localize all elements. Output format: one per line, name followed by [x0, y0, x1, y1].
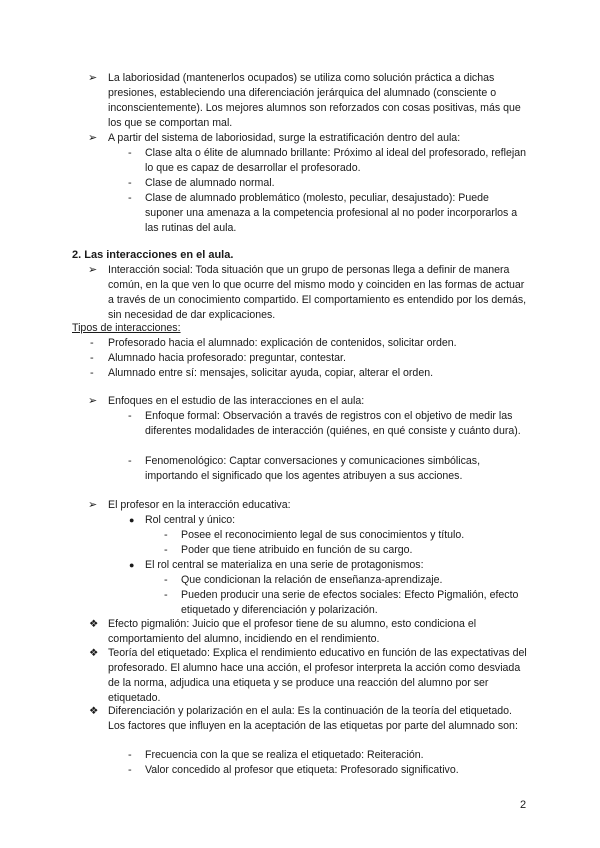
dash-bullet-icon: -	[128, 147, 132, 159]
section-heading: 2. Las interacciones en el aula.	[72, 249, 234, 261]
paragraph-enfoques: Enfoques en el estudio de las interacciones en el aula:	[108, 395, 365, 407]
types-title: Tipos de interacciones:	[72, 322, 181, 334]
paragraph-profesor: El profesor en la interacción educativa:	[108, 499, 291, 511]
dash-bullet-icon: -	[90, 367, 94, 379]
dash-bullet-icon: -	[164, 544, 168, 556]
diamond-bullet-icon: ❖	[89, 705, 99, 717]
list-item: Posee el reconocimiento legal de sus conocimientos y título.	[181, 529, 465, 541]
list-item: Alumnado entre sí: mensajes, solicitar ayuda, copiar, alterar el orden.	[108, 367, 434, 379]
paragraph-laboriosidad: La laboriosidad (mantenerlos ocupados) se utiliza como solución práctica a dichas presiones, estableciendo una diferenciación jerárquica del alumnado (consciente o inconscientemente). Los mejores alumnos son reforzados con cosas positivas, más que los que se comportan mal.	[108, 72, 521, 129]
round-bullet-icon: ●	[129, 515, 135, 525]
list-item: Clase alta o élite de alumnado brillante: Próximo al ideal del profesorado, reflejan lo que es capaz de desarrollar el profesorado.	[145, 147, 527, 174]
arrow-bullet-icon: ➢	[88, 132, 98, 144]
list-item: Alumnado hacia profesorado: preguntar, contestar.	[108, 352, 346, 364]
dash-bullet-icon: -	[128, 455, 132, 467]
list-item: Fenomenológico: Captar conversaciones y comunicaciones simbólicas, importando el significado que los agentes atribuyen a sus acciones.	[145, 455, 481, 482]
diamond-bullet-icon: ❖	[89, 647, 99, 659]
paragraph-estratificacion: A partir del sistema de laboriosidad, surge la estratificación dentro del aula:	[108, 132, 461, 144]
paragraph-pigmalion: Efecto pigmalión: Juicio que el profesor tiene de su alumno, esto condiciona el comportamiento del alumno, incidiendo en el rendimiento.	[108, 618, 477, 645]
page-number: 2	[520, 799, 527, 811]
list-item: Clase de alumnado problemático (molesto, peculiar, desajustado): Puede suponer una amenaza a la competencia profesional al no poder incorporarlos a las rutinas del aula.	[145, 192, 518, 234]
paragraph-interaccion-social: Interacción social: Toda situación que un grupo de personas llega a definir de manera común, en la que ven lo que ocurre del mismo modo y coinciden en las formas de actuar a través de un conocimiento compartido. El comportamiento es entendido por los demás, sin necesidad de dar explicaciones.	[108, 264, 527, 321]
dash-bullet-icon: -	[128, 192, 132, 204]
list-item: Profesorado hacia el alumnado: explicación de contenidos, solicitar orden.	[108, 337, 457, 349]
dash-bullet-icon: -	[164, 574, 168, 586]
arrow-bullet-icon: ➢	[88, 72, 98, 84]
arrow-bullet-icon: ➢	[88, 499, 98, 511]
list-item: Frecuencia con la que se realiza el etiquetado: Reiteración.	[145, 749, 424, 761]
list-item: El rol central se materializa en una serie de protagonismos:	[145, 559, 424, 571]
dash-bullet-icon: -	[128, 764, 132, 776]
arrow-bullet-icon: ➢	[88, 264, 98, 276]
arrow-bullet-icon: ➢	[88, 395, 98, 407]
paragraph-etiquetado: Teoría del etiquetado: Explica el rendimiento educativo en función de las expectativas del profesorado. El alumno hace una acción, el profesor interpreta la acción como desviada de la norma, adjudica una etiqueta y se produce una reacción del alumno por ser etiquetado.	[108, 647, 527, 704]
diamond-bullet-icon: ❖	[89, 618, 99, 630]
list-item: Pueden producir una serie de efectos sociales: Efecto Pigmalión, efecto etiquetado y diferenciación y polarización.	[181, 589, 519, 616]
list-item: Rol central y único:	[145, 514, 236, 526]
list-item: Que condicionan la relación de enseñanza-aprendizaje.	[181, 574, 443, 586]
dash-bullet-icon: -	[164, 589, 168, 601]
list-item: Valor concedido al profesor que etiqueta: Profesorado significativo.	[145, 764, 459, 776]
dash-bullet-icon: -	[128, 749, 132, 761]
dash-bullet-icon: -	[128, 177, 132, 189]
dash-bullet-icon: -	[90, 337, 94, 349]
dash-bullet-icon: -	[164, 529, 168, 541]
dash-bullet-icon: -	[90, 352, 94, 364]
paragraph-polarizacion: Diferenciación y polarización en el aula: Es la continuación de la teoría del etiquetado. Los factores que influyen en la aceptación de las etiquetas por parte del alumnado son:	[108, 705, 518, 732]
dash-bullet-icon: -	[128, 410, 132, 422]
round-bullet-icon: ●	[129, 560, 135, 570]
list-item: Enfoque formal: Observación a través de registros con el objetivo de medir las diferentes modalidades de interacción (quiénes, en qué consiste y cuánto dura).	[145, 410, 521, 437]
list-item: Clase de alumnado normal.	[145, 177, 275, 189]
list-item: Poder que tiene atribuido en función de su cargo.	[181, 544, 413, 556]
